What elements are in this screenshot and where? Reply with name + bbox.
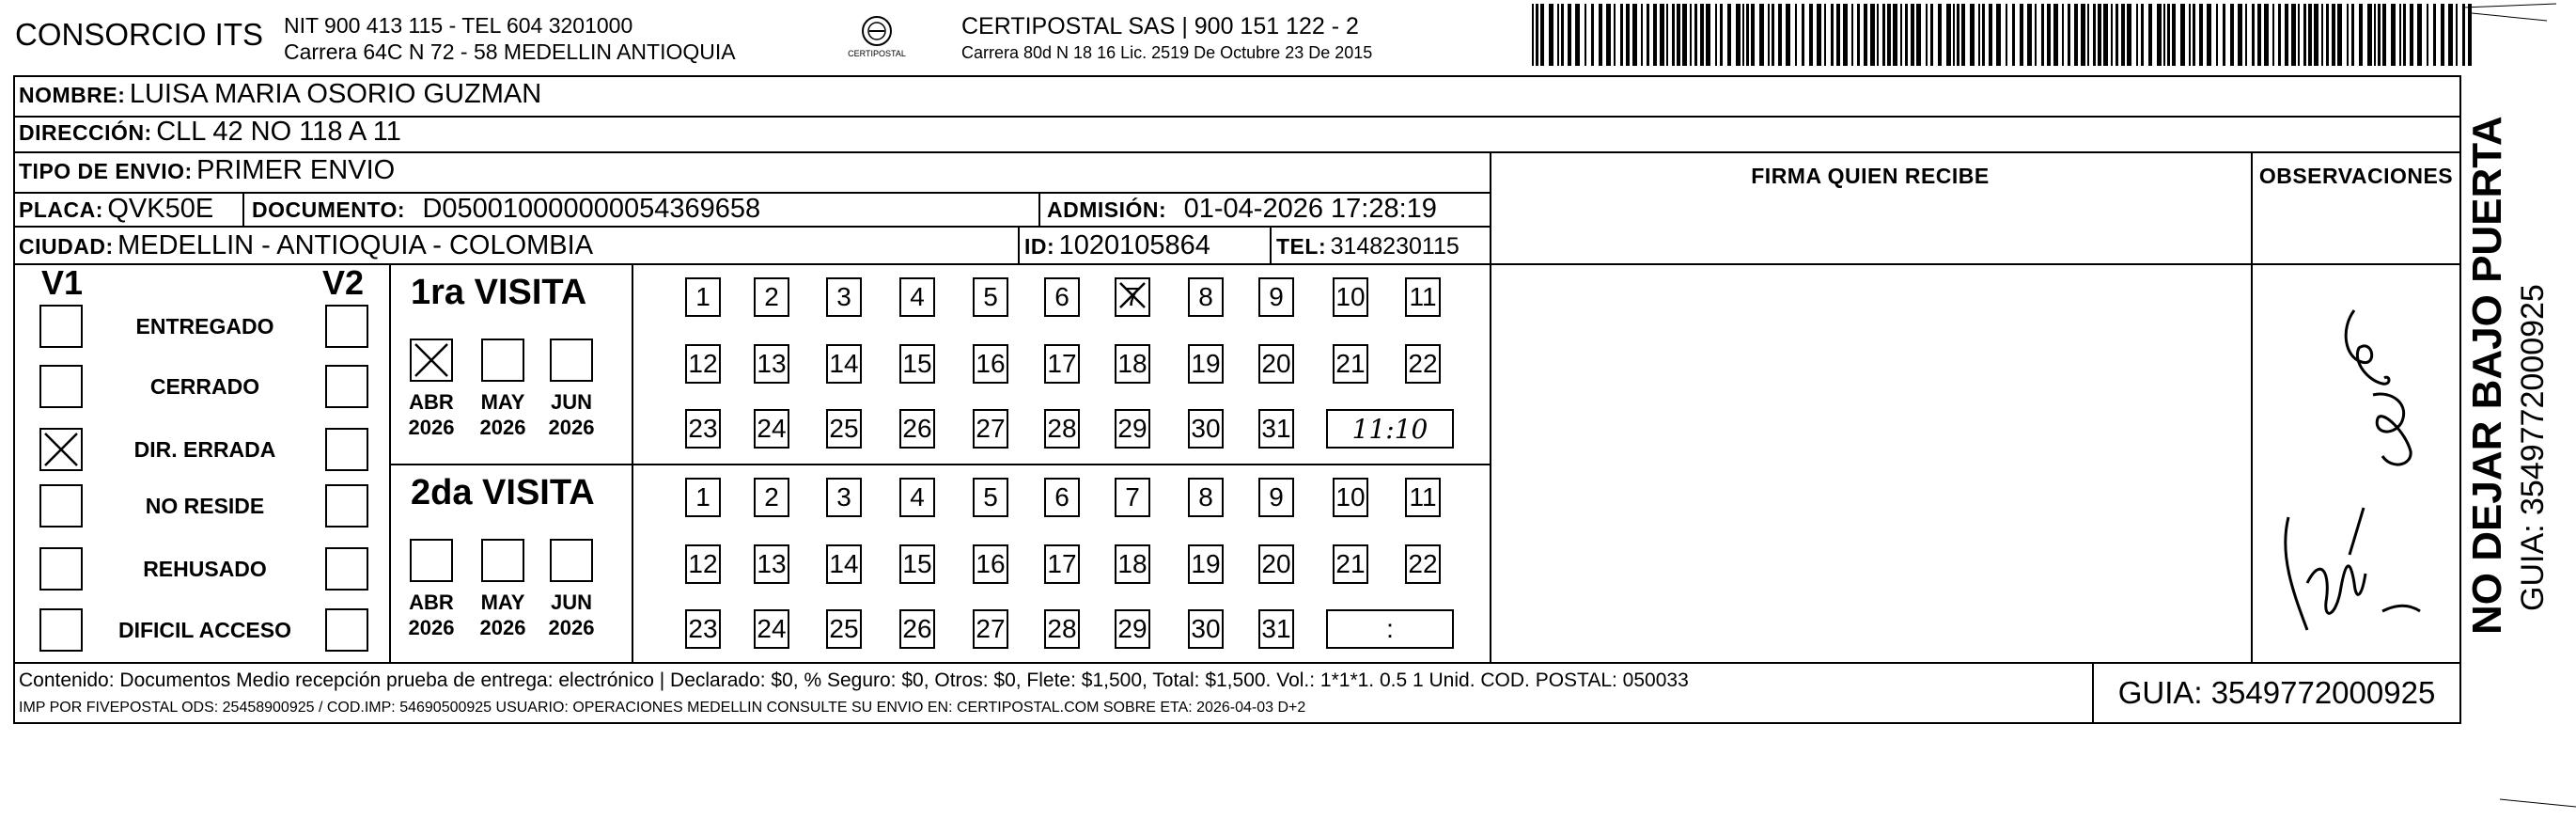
month-label: ABR 2026 — [408, 591, 455, 639]
day-cell[interactable]: 20 — [1258, 344, 1294, 384]
day-cell[interactable]: 17 — [1044, 544, 1080, 584]
status-option-label: CERRADO — [149, 374, 260, 399]
footer-content-line: Contenido: Documentos Medio recepción prueba de entrega: electrónico | Declarado: $0, % Seguro: $0, Otros: $0, Flete: $1,500, Total: $1,500. Vol.: 1*1*1. 0.5 1 Unid. COD. POSTAL: 050033 — [19, 669, 1689, 691]
day-cell[interactable]: 12 — [685, 544, 721, 584]
day-cell[interactable]: 7 — [1115, 478, 1150, 517]
name-value: LUISA MARIA OSORIO GUZMAN — [129, 79, 542, 109]
tel-row — [1276, 233, 1460, 260]
visit-time-field[interactable]: 11:10 — [1326, 409, 1454, 449]
tel-value: 3148230115 — [1330, 233, 1460, 260]
v2-checkbox[interactable] — [325, 428, 368, 471]
document-label: DOCUMENTO: — [252, 197, 406, 222]
footer-imp-line: IMP POR FIVEPOSTAL ODS: 25458900925 / COD.IMP: 54690500925 USUARIO: OPERACIONES MEDELLIN CONSULTE SU ENVIO EN: CERTIPOSTAL.COM SOBRE ETA: 2026-04-03 D+2 — [19, 700, 1306, 716]
day-cell[interactable]: 31 — [1258, 409, 1294, 449]
day-cell[interactable]: 14 — [826, 544, 862, 584]
day-cell[interactable]: 5 — [973, 277, 1008, 317]
document-value: D050010000000054369658 — [422, 194, 761, 224]
day-cell[interactable]: 1 — [685, 277, 721, 317]
day-cell[interactable]: 21 — [1333, 344, 1368, 384]
day-cell[interactable]: 30 — [1188, 609, 1224, 649]
company-address: Carrera 64C N 72 - 58 MEDELLIN ANTIOQUIA — [284, 39, 736, 64]
day-cell[interactable]: 16 — [973, 344, 1008, 384]
observations-label: OBSERVACIONES — [2258, 164, 2454, 188]
month-checkbox[interactable] — [410, 539, 453, 582]
status-option-label: ENTREGADO — [135, 314, 274, 339]
day-cell[interactable]: 3 — [826, 277, 862, 317]
day-cell[interactable]: 12 — [685, 344, 721, 384]
status-option-label: REHUSADO — [143, 557, 267, 581]
v2-checkbox[interactable] — [325, 305, 368, 348]
status-option-label: DIR. ERRADA — [133, 437, 276, 462]
shipping-type-value: PRIMER ENVIO — [196, 155, 396, 185]
plate-value: QVK50E — [107, 194, 214, 224]
company-nit: NIT 900 413 115 - TEL 604 3201000 — [284, 13, 633, 38]
day-cell[interactable]: 10 — [1333, 277, 1368, 317]
day-cell[interactable]: 18 — [1115, 344, 1150, 384]
month-label: JUN 2026 — [548, 591, 595, 639]
signature-label: FIRMA QUIEN RECIBE — [1751, 164, 1990, 188]
address-row — [19, 117, 401, 148]
city-row — [19, 230, 593, 261]
document-row — [252, 194, 760, 225]
admission-value: 01-04-2026 17:28:19 — [1183, 194, 1437, 224]
v1-checkbox[interactable] — [39, 608, 83, 652]
plate-row — [19, 194, 213, 225]
day-cell[interactable]: 14 — [826, 344, 862, 384]
day-cell[interactable]: 8 — [1188, 277, 1224, 317]
month-label: ABR 2026 — [408, 390, 455, 439]
day-cell[interactable]: 29 — [1115, 409, 1150, 449]
month-checkbox[interactable] — [550, 539, 593, 582]
status-option-label: NO RESIDE — [145, 494, 265, 518]
day-cell[interactable]: 15 — [899, 544, 935, 584]
admission-label: ADMISIÓN: — [1047, 197, 1167, 222]
visit-title: 2da VISITA — [411, 473, 595, 512]
day-cell[interactable]: 28 — [1044, 609, 1080, 649]
day-cell[interactable]: 9 — [1258, 277, 1294, 317]
day-cell[interactable]: 31 — [1258, 609, 1294, 649]
visit-time-field[interactable]: : — [1326, 609, 1454, 649]
admission-row — [1047, 194, 1437, 225]
barcode — [1530, 4, 2475, 66]
day-cell[interactable]: 10 — [1333, 478, 1368, 517]
certipostal-logo — [839, 13, 914, 62]
v1-label: V1 — [41, 263, 84, 302]
status-option-label: DIFICIL ACCESO — [117, 618, 291, 642]
day-cell[interactable]: 19 — [1188, 344, 1224, 384]
address-label: DIRECCIÓN: — [19, 120, 152, 145]
v2-label: V2 — [322, 263, 365, 302]
company-name: CONSORCIO ITS — [15, 17, 264, 52]
v2-checkbox[interactable] — [325, 365, 368, 408]
day-cell[interactable]: 8 — [1188, 478, 1224, 517]
month-checkbox[interactable] — [481, 539, 524, 582]
day-cell[interactable]: 2 — [754, 277, 789, 317]
day-cell[interactable]: 11 — [1405, 478, 1441, 517]
month-label: JUN 2026 — [548, 390, 595, 439]
day-cell[interactable]: 4 — [899, 277, 935, 317]
day-cell[interactable]: 23 — [685, 609, 721, 649]
day-cell[interactable]: 25 — [826, 609, 862, 649]
city-value: MEDELLIN - ANTIOQUIA - COLOMBIA — [117, 230, 594, 260]
plate-label: PLACA: — [19, 197, 103, 222]
day-cell[interactable]: 26 — [899, 609, 935, 649]
day-cell[interactable]: 13 — [754, 544, 789, 584]
v2-checkbox[interactable] — [325, 547, 368, 591]
scan-speckles — [2443, 0, 2576, 814]
day-cell[interactable]: 3 — [826, 478, 862, 517]
visit-title: 1ra VISITA — [411, 273, 587, 312]
day-cell[interactable]: 20 — [1258, 544, 1294, 584]
v1-checkbox[interactable] — [39, 305, 83, 348]
day-cell[interactable]: 27 — [973, 609, 1008, 649]
side-warning: NO DEJAR BAJO PUERTA — [2464, 116, 2510, 635]
month-checkbox[interactable] — [481, 339, 524, 382]
day-cell[interactable]: 6 — [1044, 277, 1080, 317]
v1-checkbox[interactable] — [39, 428, 83, 471]
day-cell[interactable]: 9 — [1258, 478, 1294, 517]
month-label: MAY 2026 — [479, 390, 526, 439]
day-cell[interactable]: 4 — [899, 478, 935, 517]
day-cell[interactable]: 19 — [1188, 544, 1224, 584]
v1-checkbox[interactable] — [39, 547, 83, 591]
day-cell[interactable]: 24 — [754, 609, 789, 649]
day-cell[interactable]: 16 — [973, 544, 1008, 584]
day-cell[interactable]: 6 — [1044, 478, 1080, 517]
day-cell[interactable]: 17 — [1044, 344, 1080, 384]
id-value: 1020105864 — [1058, 230, 1210, 260]
receiver-signature — [2251, 273, 2461, 658]
courier-line: CERTIPOSTAL SAS | 900 151 122 - 2 — [961, 13, 1359, 39]
side-guia: GUIA: 3549772000925 — [2515, 284, 2551, 611]
day-cell[interactable]: 27 — [973, 409, 1008, 449]
city-label: CIUDAD: — [19, 234, 114, 259]
day-cell[interactable]: 23 — [685, 409, 721, 449]
day-cell[interactable]: 21 — [1333, 544, 1368, 584]
day-cell[interactable]: 7 — [1115, 277, 1150, 317]
day-cell[interactable]: 24 — [754, 409, 789, 449]
day-cell[interactable]: 11 — [1405, 277, 1441, 317]
day-cell[interactable]: 18 — [1115, 544, 1150, 584]
name-row — [19, 79, 541, 110]
month-checkbox[interactable] — [550, 339, 593, 382]
month-checkbox[interactable] — [410, 339, 453, 382]
day-cell[interactable]: 15 — [899, 344, 935, 384]
shipping-type-label: TIPO DE ENVIO: — [19, 159, 193, 183]
day-cell[interactable]: 26 — [899, 409, 935, 449]
id-row — [1024, 230, 1210, 261]
v2-checkbox[interactable] — [325, 608, 368, 652]
name-label: NOMBRE: — [19, 83, 126, 107]
logo-text: CERTIPOSTAL — [848, 49, 906, 58]
v1-checkbox[interactable] — [39, 365, 83, 408]
shipping-type-row — [19, 155, 395, 186]
footer-guia: GUIA: 3549772000925 — [2117, 675, 2436, 710]
day-cell[interactable]: 30 — [1188, 409, 1224, 449]
day-cell[interactable]: 28 — [1044, 409, 1080, 449]
id-label: ID: — [1024, 234, 1055, 259]
month-label: MAY 2026 — [479, 591, 526, 639]
day-cell[interactable]: 25 — [826, 409, 862, 449]
day-cell[interactable]: 1 — [685, 478, 721, 517]
day-cell[interactable]: 2 — [754, 478, 789, 517]
day-cell[interactable]: 22 — [1405, 544, 1441, 584]
tel-label: TEL: — [1276, 234, 1327, 259]
day-cell[interactable]: 22 — [1405, 344, 1441, 384]
day-cell[interactable]: 13 — [754, 344, 789, 384]
courier-license: Carrera 80d N 18 16 Lic. 2519 De Octubre 23 De 2015 — [961, 43, 1373, 62]
v1-checkbox[interactable] — [39, 484, 83, 528]
address-value: CLL 42 NO 118 A 11 — [156, 117, 401, 147]
v2-checkbox[interactable] — [325, 484, 368, 528]
day-cell[interactable]: 29 — [1115, 609, 1150, 649]
day-cell[interactable]: 5 — [973, 478, 1008, 517]
